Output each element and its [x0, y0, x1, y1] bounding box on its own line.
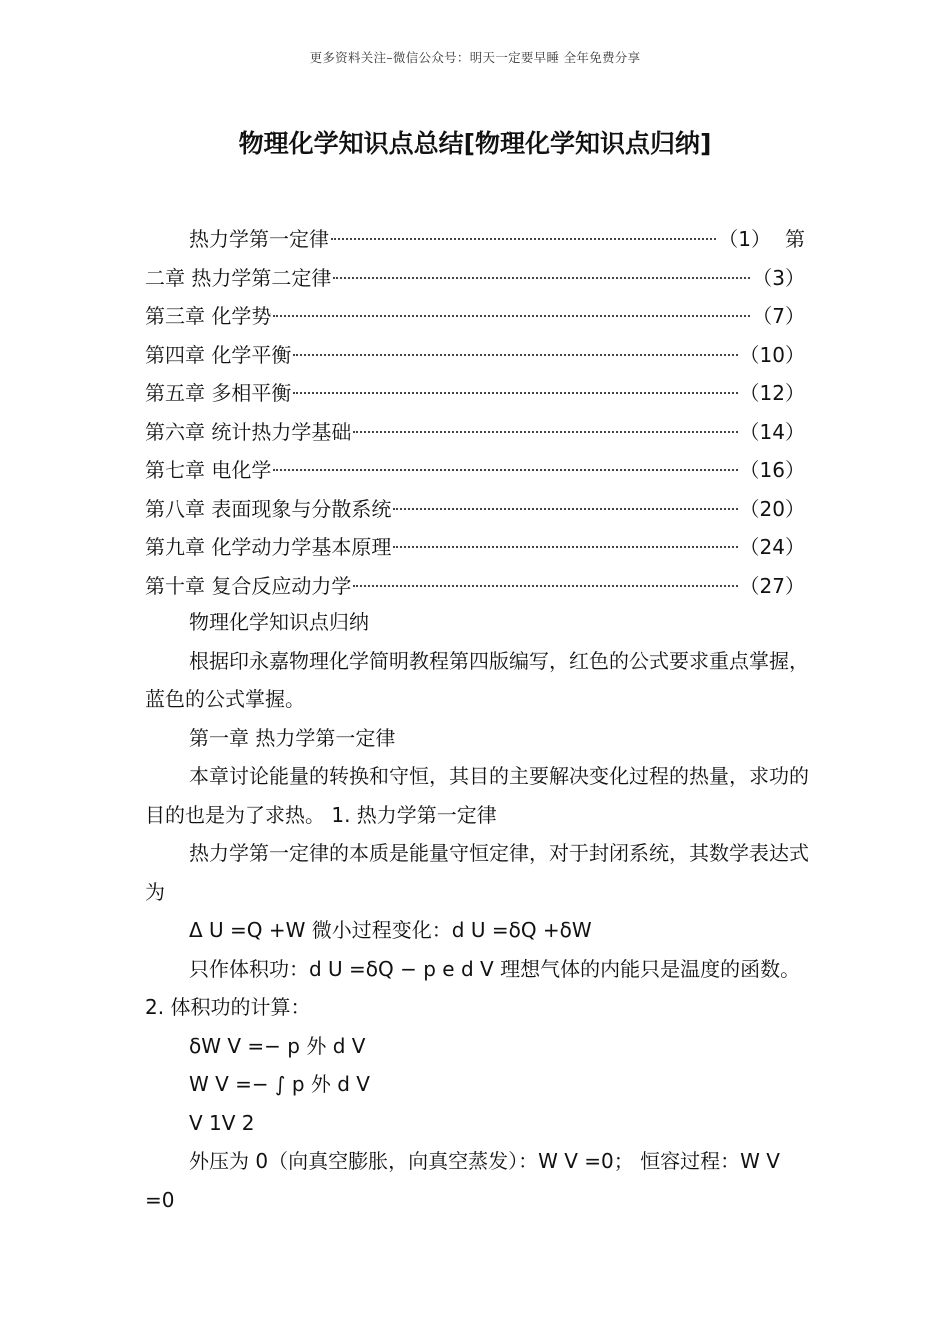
toc-entry-label: 第三章 化学势: [145, 304, 272, 328]
document-title: 物理化学知识点总结[物理化学知识点归纳]: [238, 129, 712, 158]
toc-entry-page: （14）: [739, 419, 805, 444]
chapter-heading: 第一章 热力学第一定律: [189, 725, 396, 750]
document-body: [145, 603, 810, 1219]
formula-line: Δ U =Q +W 微小过程变化：d U =δQ +δW: [189, 918, 592, 942]
chapter-intro-paragraph: 本章讨论能量的转换和守恒，其目的主要解决变化过程的热量，求功的目的也是为了求热。 1. 热力学第一定律: [145, 764, 809, 827]
toc-entry-page: （10）: [739, 342, 805, 367]
toc-entry-label: 第七章 电化学: [145, 458, 272, 482]
toc-entry[interactable]: [145, 297, 805, 336]
formula-line: δW V =− p 外 d V: [189, 1033, 366, 1058]
toc-entry-label: 第五章 多相平衡: [145, 381, 292, 405]
toc-entry-page: （20）: [739, 496, 805, 521]
toc-leader-dots: [353, 431, 737, 433]
section-subtitle: 物理化学知识点归纳: [189, 610, 369, 634]
toc-entry[interactable]: [145, 490, 805, 529]
toc-entry-page: （24）: [739, 535, 805, 559]
toc-entry-label: 第六章 统计热力学基础: [145, 419, 352, 444]
formula-line: V 1V 2: [189, 1110, 255, 1135]
toc-entry-label: 热力学第一定律: [189, 227, 329, 251]
toc-leader-dots: [331, 238, 716, 240]
toc-entry-page: （3）: [752, 265, 805, 290]
toc-entry[interactable]: [145, 528, 805, 567]
toc-leader-dots: [273, 315, 750, 317]
formula-line: W V =− ∫ p 外 d V: [189, 1072, 370, 1096]
toc-entry-page: （16）: [739, 458, 805, 482]
toc-leader-dots: [393, 508, 737, 510]
toc-leader-dots: [273, 469, 737, 471]
toc-entry[interactable]: [145, 374, 805, 413]
toc-entry[interactable]: [145, 336, 805, 375]
toc-leader-dots: [293, 392, 737, 394]
toc-entry[interactable]: [145, 567, 805, 606]
toc-leader-dots: [353, 585, 737, 587]
first-law-paragraph: 热力学第一定律的本质是能量守恒定律，对于封闭系统，其数学表达式为: [145, 841, 809, 904]
toc-entry-page: （7）: [752, 304, 805, 328]
toc-entry[interactable]: [145, 451, 805, 490]
intro-paragraph: 根据印永嘉物理化学简明教程第四版编写，红色的公式要求重点掌握，蓝色的公式掌握。: [145, 648, 809, 711]
formula-line: 只作体积功：d U =δQ − p e d V 理想气体的内能只是温度的函数。 2. 体积功的计算：: [145, 956, 801, 1019]
toc-entry-continuation: 第: [785, 227, 805, 251]
toc-leader-dots: [333, 277, 750, 279]
toc-entry-label: 第八章 表面现象与分散系统: [145, 496, 392, 521]
toc-entry[interactable]: [145, 220, 805, 259]
formula-line: 外压为 0（向真空膨胀，向真空蒸发）：W V =0； 恒容过程：W V =0: [145, 1149, 780, 1212]
toc-entry[interactable]: [145, 413, 805, 452]
toc-entry-label: 第四章 化学平衡: [145, 342, 292, 367]
toc-entry-label: 第九章 化学动力学基本原理: [145, 535, 392, 559]
toc-entry-page: （1）: [718, 227, 771, 251]
toc-entry-page: （27）: [739, 573, 805, 598]
toc-entry-label: 第十章 复合反应动力学: [145, 573, 352, 598]
toc-leader-dots: [393, 546, 737, 548]
toc-entry[interactable]: [145, 259, 805, 298]
toc-leader-dots: [293, 354, 737, 356]
header-watermark: 更多资料关注–微信公众号：明天一定要早睡 全年免费分享: [309, 50, 641, 65]
toc-entry-page: （12）: [739, 381, 805, 405]
toc-entry-label: 二章 热力学第二定律: [145, 265, 332, 290]
table-of-contents: [145, 220, 805, 605]
